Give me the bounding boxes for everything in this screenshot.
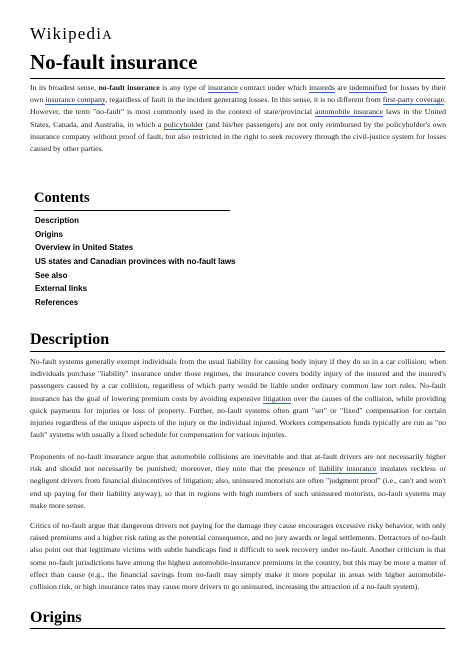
- toc-item-external-links[interactable]: External links: [35, 284, 88, 294]
- page-title: No-fault insurance: [30, 50, 198, 74]
- lead-paragraph: In its broadest sense, no-fault insurance is any type of insurance contract under which insureds are indemnified for losses by their own insurance company, regardless of fault in the incident generating losses. In this sense, it is no different from first-party coverage. However, the term "no-fault" is most commonly used in the context of state/provincial automobile insurance laws in the United States, Canada, and Australia, in which a policyholder (and his/her passengers) are not only reimbursed by the policyholder's own insurance company without proof of fault, but also restricted in the right to seek recovery through the civil-justice system for losses caused by other parties.: [30, 83, 447, 154]
- inline-link[interactable]: liability insurance: [318, 464, 377, 474]
- wordmark-main: Wikipedi: [30, 24, 103, 43]
- inline-link[interactable]: indemnified: [349, 83, 387, 92]
- toc-item-overview-us[interactable]: Overview in United States: [35, 243, 134, 253]
- wikipedia-wordmark[interactable]: [30, 24, 113, 44]
- toc-item-us-states-canada[interactable]: US states and Canadian provinces with no-fault laws: [35, 257, 236, 267]
- inline-link[interactable]: policyholder: [163, 119, 204, 129]
- toc-item-origins[interactable]: Origins: [35, 229, 64, 239]
- toc-title: Contents: [34, 190, 90, 206]
- inline-link[interactable]: insureds: [308, 83, 335, 92]
- inline-link[interactable]: first-party coverage: [382, 95, 445, 105]
- inline-link[interactable]: insurance: [207, 83, 238, 92]
- description-underline: [30, 351, 445, 352]
- bold-term: no-fault insurance: [98, 83, 160, 92]
- section-heading-description: Description: [30, 331, 110, 348]
- table-of-contents: [35, 214, 235, 310]
- inline-link[interactable]: litigation: [263, 393, 292, 403]
- description-paragraph-3: Critics of no-fault argue that dangerous drivers not paying for the damage they cause encourages excessive risky behavior, with only raised premiums and a higher risk rating as the potential consequence, and no jury awards or legal settlements. Detractors of no-fault also point out that legitimate victims with subtle handicaps find it difficult to seek recovery under no-fault. Another criticism is that some no-fault jurisdictions have among the highest automobile-insurance premiums in the country, but this may be more a matter of effect than cause (e.g., the financial savings from no-fault may simply make it more popular in areas with higher automobile-collision risk, or high insurance rates may cause more drivers to go uninsured, increasing the attraction of a no-fault system).: [30, 521, 446, 592]
- inline-link[interactable]: insurance company: [45, 95, 106, 105]
- wordmark-tail: A: [102, 27, 113, 42]
- title-underline: [30, 78, 445, 79]
- origins-underline: [30, 628, 445, 629]
- description-paragraph-1: No-fault systems generally exempt individuals from the usual liability for causing body injury if they do so in a car collision; when individuals purchase "liability" insurance under those regimes, the insurance covers bodily injury of the insured and the insured's passengers caused by a car collision, regardless of which party would be liable under ordinary common law tort rules. No-fault insurance has the goal of lowering premium costs by avoiding expensive litigation over the causes of the collision, while providing quick payments for injuries or loss of property. Further, no-fault systems often grant "set" or "fixed" compensation for certain injuries regardless of the unique aspects of the injury or the individual injured. Workers compensation funds typically are run as "no fault" systems with usually a fixed schedule for compensation for various injuries.: [30, 357, 446, 440]
- section-heading-origins: Origins: [30, 609, 82, 626]
- description-paragraph-2: Proponents of no-fault insurance argue that automobile collisions are inevitable and that at-fault drivers are not necessarily higher risk and should not necessarily be punished; moreover, they note that the presence of liability insurance insulates reckless or negligent drivers from financial disincentives of litigation; also, uninsured motorists are often "judgment proof" (i.e., can't and won't end up paying for their liability anyway), so that in regions with high numbers of such uninsured motorists, no-fault systems may make more sense.: [30, 452, 446, 510]
- toc-item-references[interactable]: References: [35, 298, 79, 308]
- toc-item-description[interactable]: Description: [35, 216, 80, 225]
- toc-underline: [34, 210, 230, 211]
- inline-link[interactable]: automobile insurance: [315, 107, 383, 117]
- toc-item-see-also[interactable]: See also: [35, 270, 68, 280]
